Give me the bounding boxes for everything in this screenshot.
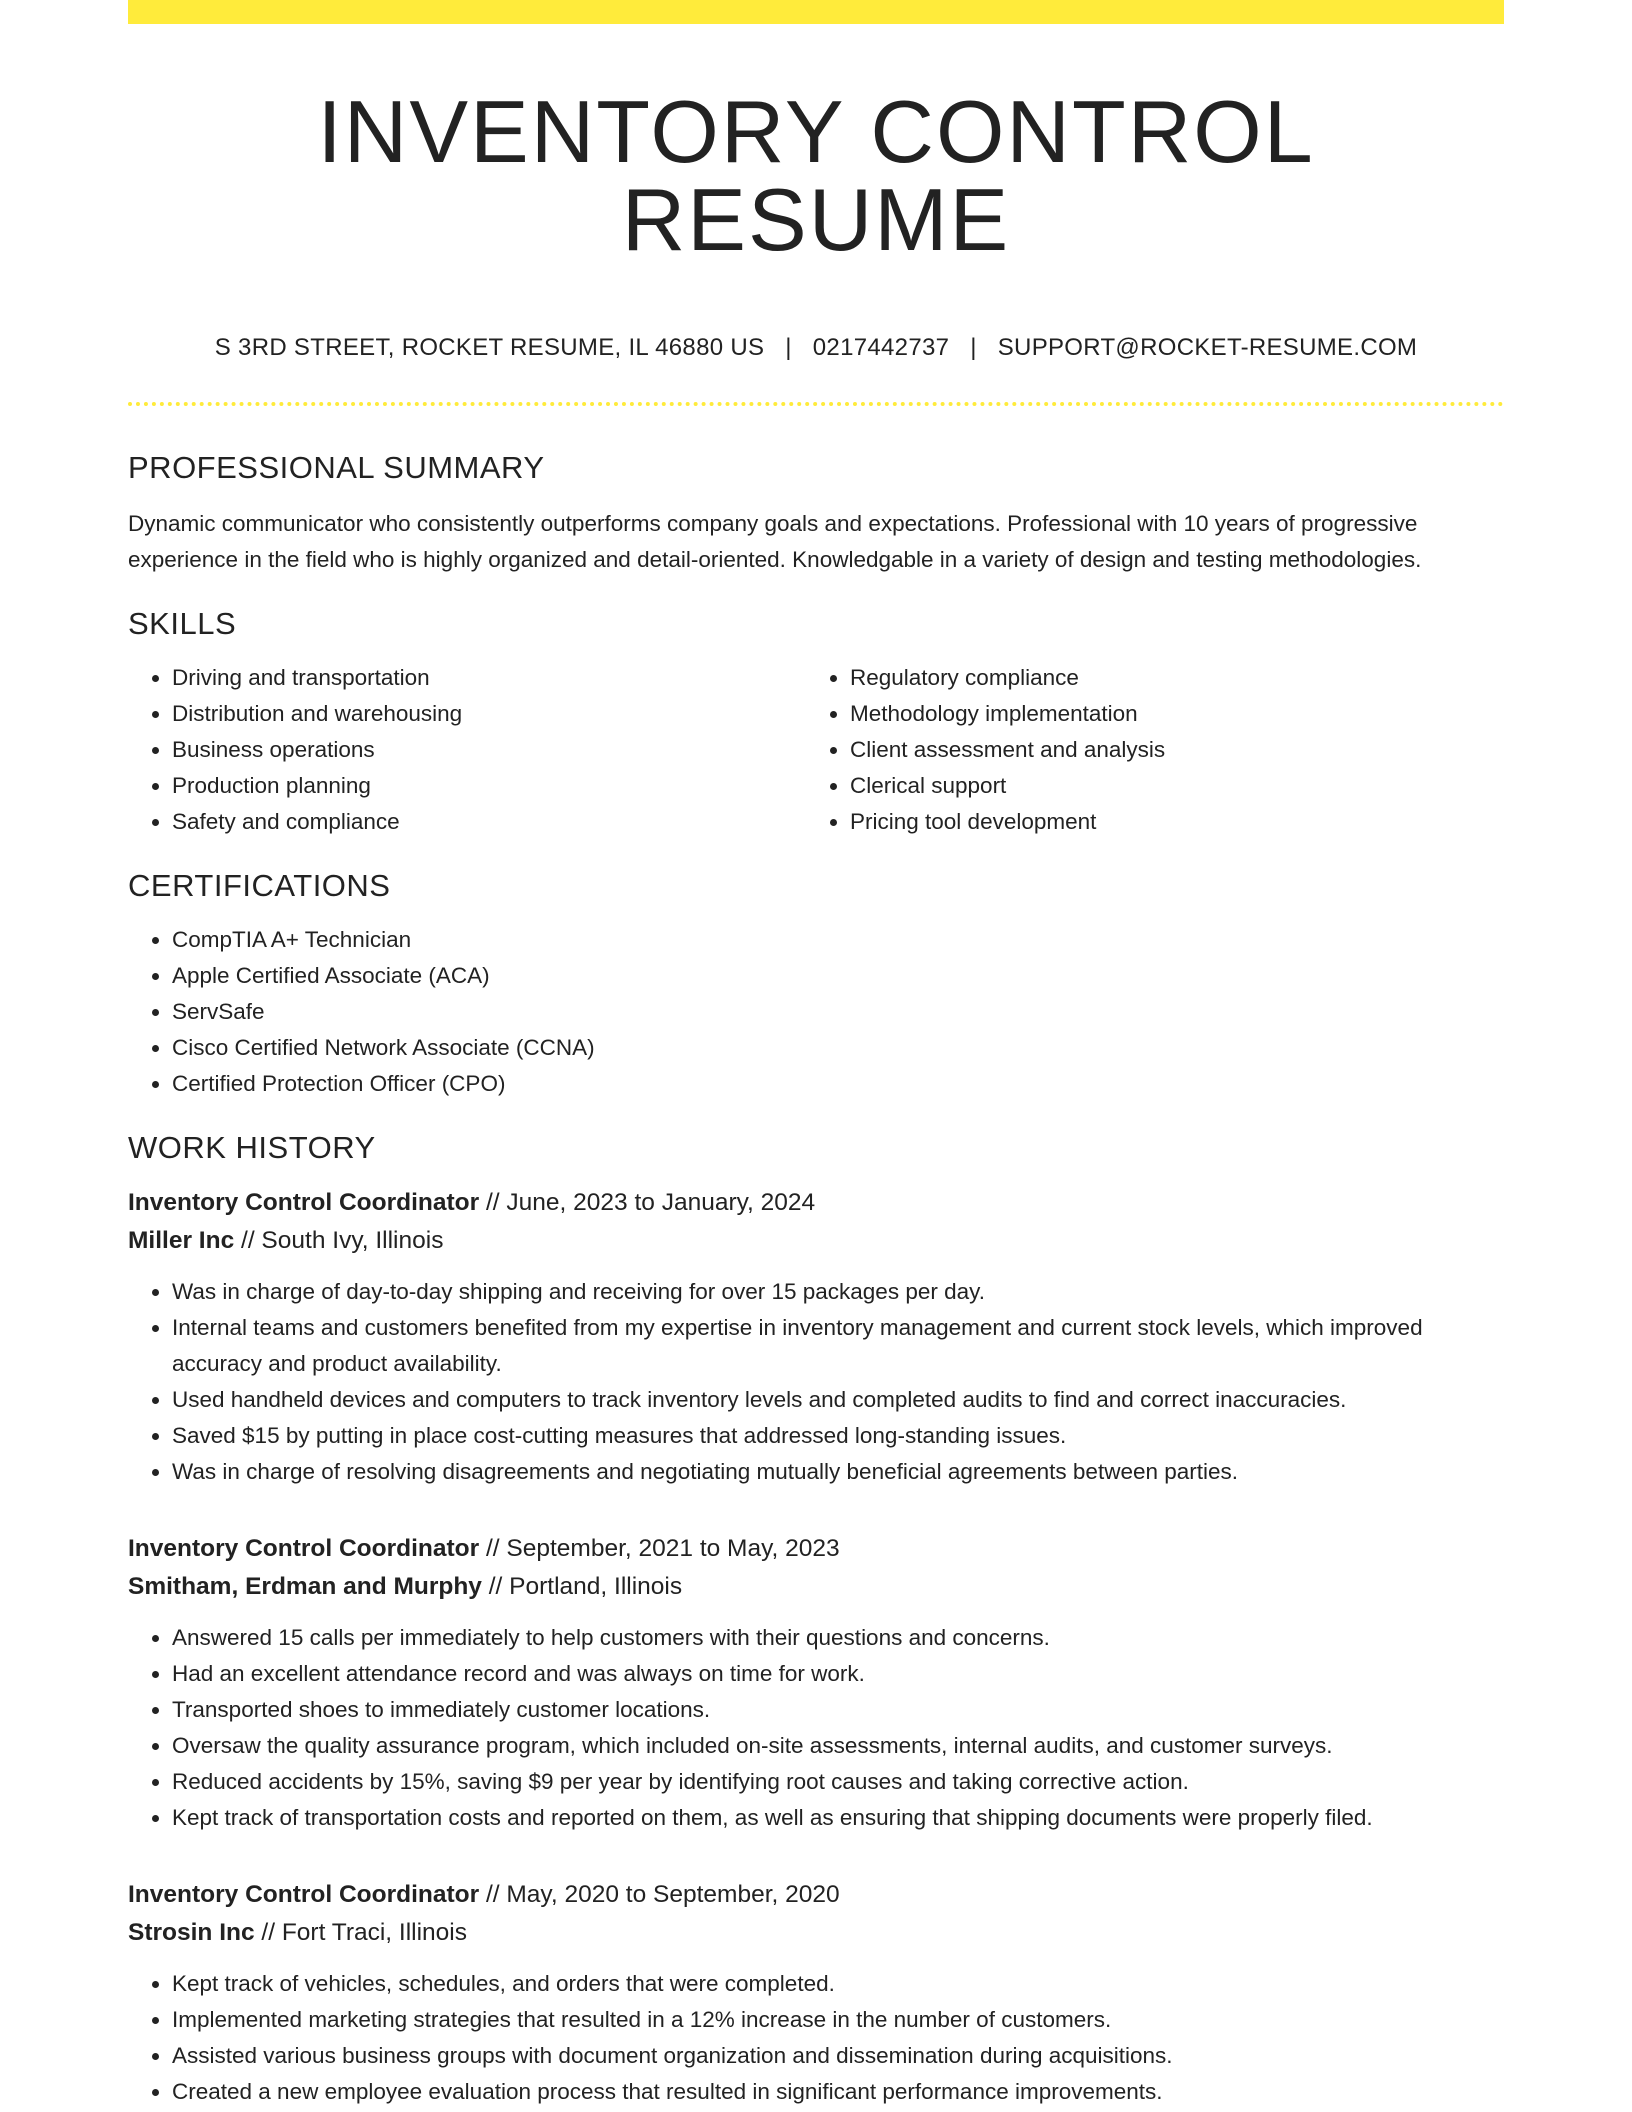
job-dates: // June, 2023 to January, 2024 (479, 1189, 816, 1216)
job-title-line (128, 1184, 1504, 1222)
certification-item: • CompTIA A+ Technician (172, 922, 1504, 958)
section-heading: SKILLS (128, 606, 237, 641)
resume-title: INVENTORY CONTROL RESUME (317, 82, 1315, 269)
job-bullet: • Assisted various business groups with document organization and dissemination during acquisitions. (172, 2038, 1504, 2074)
skills-grid (128, 642, 1504, 840)
job-bullet: • Saved $15 by putting in place cost-cutting measures that addressed long-standing issues. (172, 1418, 1504, 1454)
job-title: Inventory Control Coordinator (128, 1189, 480, 1216)
skill-item: • Pricing tool development (850, 804, 1484, 840)
job-bullet: • Kept track of vehicles, schedules, and orders that were completed. (172, 1966, 1504, 2002)
skills-section (128, 606, 1504, 840)
skill-item: • Client assessment and analysis (850, 732, 1484, 768)
job-bullet: • Kept track of transportation costs and reported on them, as well as ensuring that shipping documents were properly filed. (172, 1800, 1504, 1836)
job-entry (128, 1184, 1504, 1490)
job-bullets (128, 1966, 1504, 2110)
contact-phone: 0217442737 (812, 334, 950, 361)
job-bullet: • Was in charge of day-to-day shipping and receiving for over 15 packages per day. (172, 1274, 1504, 1310)
section-heading: WORK HISTORY (128, 1130, 376, 1165)
skill-item: • Safety and compliance (172, 804, 806, 840)
summary-text: Dynamic communicator who consistently outperforms company goals and expectations. Professional with 10 years of progressive experience in the field who is highly organized and detail-oriented. Knowledgable in a variety of design and testing methodologies. (128, 511, 1422, 572)
certification-item: • ServSafe (172, 994, 1504, 1030)
job-dates: // May, 2020 to September, 2020 (479, 1881, 840, 1908)
job-bullet: • Was in charge of resolving disagreements and negotiating mutually beneficial agreements between parties. (172, 1454, 1504, 1490)
job-bullet: • Used handheld devices and computers to track inventory levels and completed audits to find and correct inaccuracies. (172, 1382, 1504, 1418)
job-dates: // September, 2021 to May, 2023 (479, 1535, 840, 1562)
skill-item: • Methodology implementation (850, 696, 1484, 732)
contact-email: SUPPORT@ROCKET-RESUME.COM (997, 334, 1418, 361)
job-location: // Portland, Illinois (481, 1573, 683, 1600)
skill-item: • Clerical support (850, 768, 1484, 804)
skill-item: • Regulatory compliance (850, 660, 1484, 696)
job-bullet: • Implemented marketing strategies that resulted in a 12% increase in the number of customers. (172, 2002, 1504, 2038)
job-bullet: • Internal teams and customers benefited from my expertise in inventory management and current stock levels, which improved accuracy and product availability. (172, 1310, 1504, 1382)
job-location: // Fort Traci, Illinois (254, 1919, 467, 1946)
job-location: // South Ivy, Illinois (234, 1227, 444, 1254)
contact-line (128, 334, 1504, 362)
job-title: Inventory Control Coordinator (128, 1535, 480, 1562)
job-bullet: • Oversaw the quality assurance program, which included on-site assessments, internal audits, and customer surveys. (172, 1728, 1504, 1764)
section-heading: CERTIFICATIONS (128, 868, 391, 903)
section-heading: PROFESSIONAL SUMMARY (128, 450, 545, 485)
contact-separator: | (970, 334, 977, 361)
job-company-line (128, 1568, 1504, 1606)
job-bullets (128, 1274, 1504, 1490)
certification-item: • Apple Certified Associate (ACA) (172, 958, 1504, 994)
job-bullet: • Created a new employee evaluation process that resulted in significant performance improvements. (172, 2074, 1504, 2110)
work-history-section (128, 1130, 1504, 2110)
certifications-list (128, 922, 1504, 1102)
resume-page (128, 0, 1504, 2110)
certifications-section (128, 868, 1504, 1102)
certification-item: • Cisco Certified Network Associate (CCNA) (172, 1030, 1504, 1066)
job-bullet: • Had an excellent attendance record and was always on time for work. (172, 1656, 1504, 1692)
job-entry (128, 1876, 1504, 2110)
skills-list-left (128, 660, 806, 840)
contact-separator: | (785, 334, 792, 361)
job-bullets (128, 1620, 1504, 1836)
skills-list-right (806, 660, 1484, 840)
skill-item: • Distribution and warehousing (172, 696, 806, 732)
certification-item: • Certified Protection Officer (CPO) (172, 1066, 1504, 1102)
job-company: Smitham, Erdman and Murphy (128, 1573, 482, 1600)
job-company: Strosin Inc (128, 1919, 255, 1946)
job-title-line (128, 1530, 1504, 1568)
job-company-line (128, 1222, 1504, 1260)
skill-item: • Driving and transportation (172, 660, 806, 696)
job-company-line (128, 1914, 1504, 1952)
job-title: Inventory Control Coordinator (128, 1881, 480, 1908)
job-title-line (128, 1876, 1504, 1914)
top-accent-bar (128, 0, 1504, 24)
job-bullet: • Answered 15 calls per immediately to help customers with their questions and concerns. (172, 1620, 1504, 1656)
job-bullet: • Reduced accidents by 15%, saving $9 per year by identifying root causes and taking corrective action. (172, 1764, 1504, 1800)
skill-item: • Business operations (172, 732, 806, 768)
summary-section (128, 450, 1504, 578)
skill-item: • Production planning (172, 768, 806, 804)
job-entry (128, 1530, 1504, 1836)
dotted-divider (128, 402, 1504, 406)
job-company: Miller Inc (128, 1227, 235, 1254)
contact-address: S 3RD STREET, ROCKET RESUME, IL 46880 US (214, 334, 765, 361)
job-bullet: • Transported shoes to immediately customer locations. (172, 1692, 1504, 1728)
